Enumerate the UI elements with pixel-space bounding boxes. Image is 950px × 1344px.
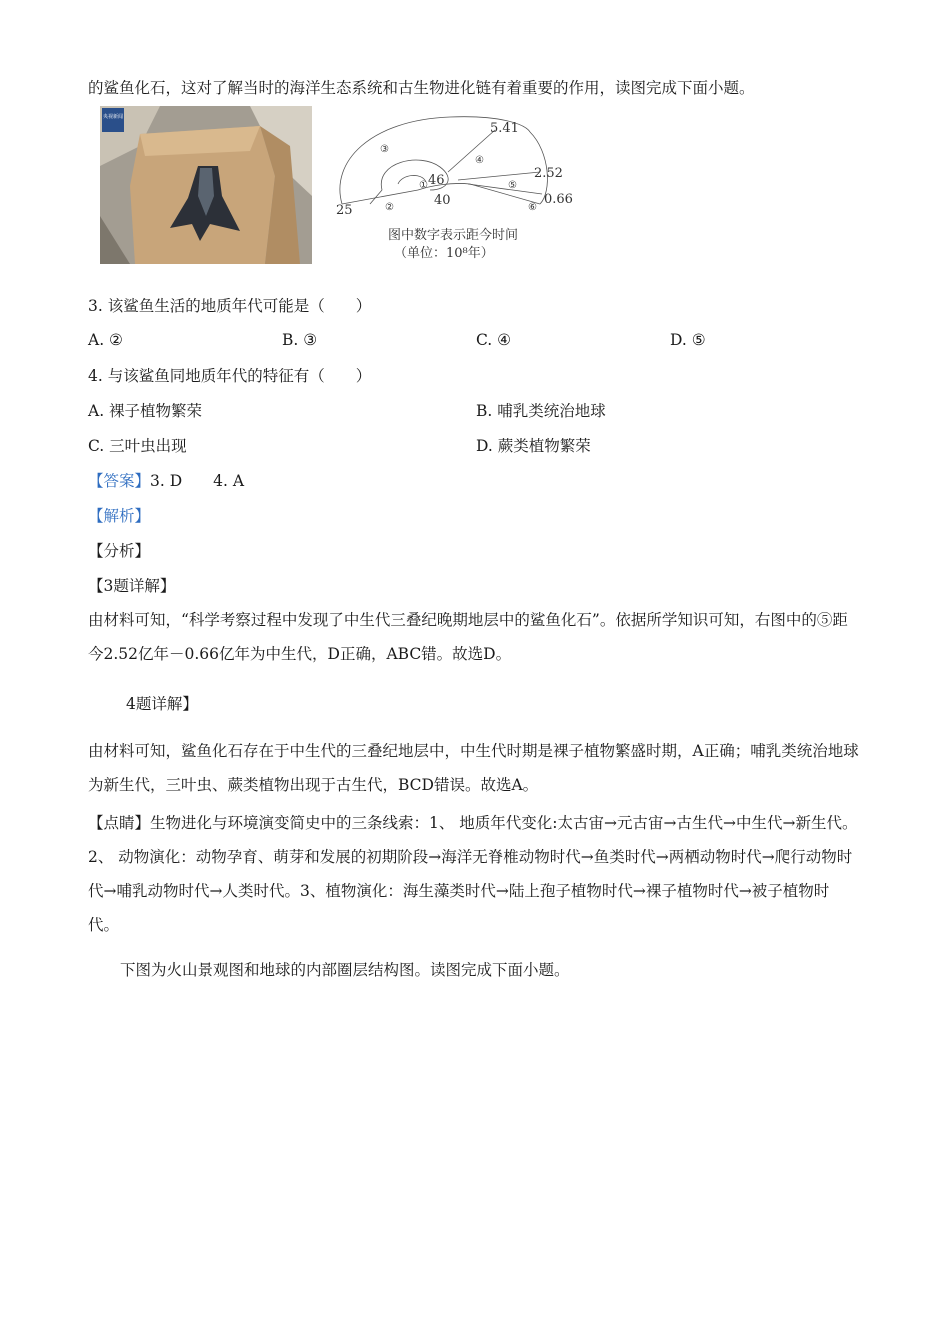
q4-option-a: A. 裸子植物繁荣 <box>88 402 203 420</box>
label-46: 46 <box>428 173 445 188</box>
label-2-52: 2.52 <box>534 166 563 181</box>
q3-option-c: C. ④ <box>476 331 512 349</box>
dianjing-text: 【点睛】生物进化与环境演变简史中的三条线索：1、 地质年代变化:太古宙→元古宙→古生代→中生代→新生代。2、 动物演化：动物孕育、萌芽和发展的初期阶段→海洋无脊椎动物时代→鱼类时代→两栖动物时代→爬行动物时代→哺乳动物时代→人类时代。3、植物演化：海生藻类时代→陆上孢子植物时代→裸子植物时代→被子植物时代。 <box>88 814 858 934</box>
shark-fossil-photo <box>100 106 312 264</box>
divider-4-5 <box>458 172 540 180</box>
geologic-time-spiral <box>330 112 580 262</box>
q3-detail-text: 由材料可知，“科学考察过程中发现了中生代三叠纪晚期地层中的鲨鱼化石”。依据所学知识可知，右图中的⑤距今2.52亿年－0.66亿年为中生代，D正确，ABC错。故选D。 <box>88 611 848 663</box>
q3-option-b: B. ③ <box>282 331 318 349</box>
next-intro: 下图为火山景观图和地球的内部圈层结构图。读图完成下面小题。 <box>120 961 570 979</box>
label-era-6: ⑥ <box>528 202 537 213</box>
fenxi-tag: 【分析】 <box>88 542 151 560</box>
q3-stem: 3. 该鲨鱼生活的地质年代可能是（ ） <box>88 297 372 315</box>
answer-text: 3. D 4. A <box>150 472 245 490</box>
q4-stem: 4. 与该鲨鱼同地质年代的特征有（ ） <box>88 367 372 385</box>
label-0-66: 0.66 <box>544 192 573 207</box>
q4-option-c: C. 三叶虫出现 <box>88 437 187 455</box>
analysis-tag: 【解析】 <box>88 507 151 525</box>
fossil-illustration <box>100 106 312 264</box>
label-era-2: ② <box>385 202 394 213</box>
q3-option-a: A. ② <box>88 331 123 349</box>
answer-line <box>88 471 244 491</box>
label-era-3: ③ <box>380 144 389 155</box>
q3-option-d: D. ⑤ <box>670 331 706 349</box>
label-era-4: ④ <box>475 155 484 166</box>
q4-option-d: D. 蕨类植物繁荣 <box>476 437 591 455</box>
q3-detail-title: 【3题详解】 <box>88 577 176 595</box>
label-5-41: 5.41 <box>490 121 519 136</box>
label-era-5: ⑤ <box>508 180 517 191</box>
divider-5-6 <box>468 184 542 194</box>
photo-badge: 央视新闻 <box>102 114 124 120</box>
figure-caption-1: 图中数字表示距今时间 <box>388 228 519 243</box>
figure-caption-2: （单位：10⁸年） <box>394 246 494 261</box>
q4-option-b: B. 哺乳类统治地球 <box>476 402 606 420</box>
answer-tag: 【答案】 <box>88 472 151 490</box>
q4-detail-title: 4题详解】 <box>126 695 198 713</box>
q4-detail-text: 由材料可知，鲨鱼化石存在于中生代的三叠纪地层中，中生代时期是裸子植物繁盛时期，A正确；哺乳类统治地球为新生代，三叶虫、蕨类植物出现于古生代，BCD错误。故选A。 <box>88 742 859 794</box>
divider-3-4 <box>448 130 495 172</box>
label-era-1: ① <box>419 180 428 191</box>
intro-line: 的鲨鱼化石，这对了解当时的海洋生态系统和古生物进化链有着重要的作用，读图完成下面小题。 <box>88 79 755 97</box>
label-25: 25 <box>336 203 353 218</box>
label-40: 40 <box>434 193 451 208</box>
